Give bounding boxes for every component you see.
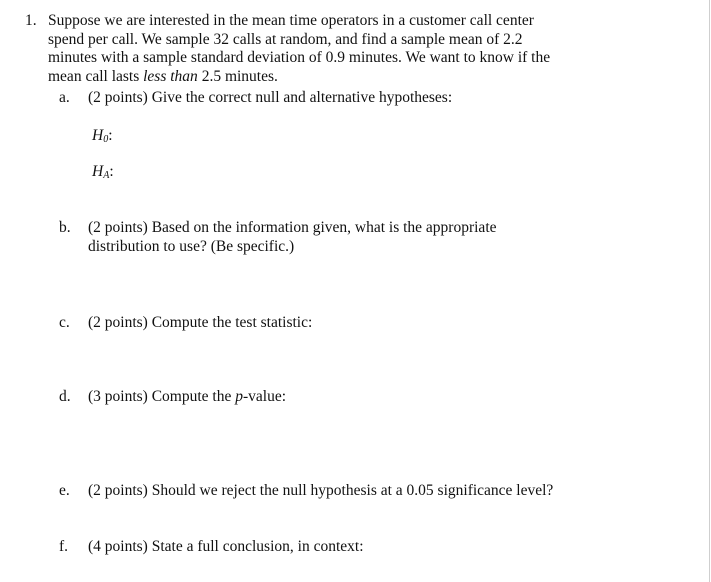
alternative-hypothesis-subscript: A xyxy=(103,170,110,181)
question-stem-emphasis: less than xyxy=(143,67,198,85)
part-e-prompt: (2 points) Should we reject the null hypothesis at a 0.05 significance level? xyxy=(88,482,554,499)
part-d-prompt xyxy=(88,388,688,407)
null-hypothesis-colon: : xyxy=(108,127,113,144)
part-a-prompt: (2 points) Give the correct null and alternative hypotheses: xyxy=(88,89,453,106)
question-stem-line xyxy=(48,68,648,87)
page-edge-rule xyxy=(709,0,710,582)
question-stem-text: 2.5 minutes. xyxy=(197,67,278,85)
question-stem-line: spend per call. We sample 32 calls at random, and find a sample mean of 2.2 xyxy=(48,30,523,48)
part-b-letter: b. xyxy=(59,219,71,236)
part-a-letter: a. xyxy=(59,89,70,106)
question-stem-line: Suppose we are interested in the mean time operators in a customer call center xyxy=(48,12,534,29)
question-stem xyxy=(48,12,648,86)
alternative-hypothesis-colon: : xyxy=(109,163,114,180)
part-c-prompt: (2 points) Compute the test statistic: xyxy=(88,314,313,331)
null-hypothesis-symbol: H xyxy=(92,127,104,144)
alternative-hypothesis-symbol: H xyxy=(92,163,104,180)
alternative-hypothesis-label xyxy=(92,163,114,185)
part-e-letter: e. xyxy=(59,482,70,499)
part-d-prompt-text: (3 points) Compute the xyxy=(88,388,236,405)
part-d-letter: d. xyxy=(59,388,71,405)
part-f-prompt: (4 points) State a full conclusion, in context: xyxy=(88,538,364,555)
question-stem-line: minutes with a sample standard deviation of 0.9 minutes. We want to know if the xyxy=(48,49,551,66)
question-number: 1. xyxy=(25,12,37,29)
part-d-prompt-emphasis: p xyxy=(235,388,243,405)
part-c-letter: c. xyxy=(59,314,70,331)
part-b-prompt-line: (2 points) Based on the information given, what is the appropriate xyxy=(88,219,497,236)
question-stem-text: mean call lasts xyxy=(48,67,144,85)
part-b-prompt-line: distribution to use? (Be specific.) xyxy=(88,237,295,255)
null-hypothesis-label xyxy=(92,127,113,149)
part-d-prompt-text: -value: xyxy=(243,388,287,405)
part-b-prompt xyxy=(88,219,688,256)
part-f-letter: f. xyxy=(59,538,69,555)
null-hypothesis-subscript: 0 xyxy=(103,134,109,145)
